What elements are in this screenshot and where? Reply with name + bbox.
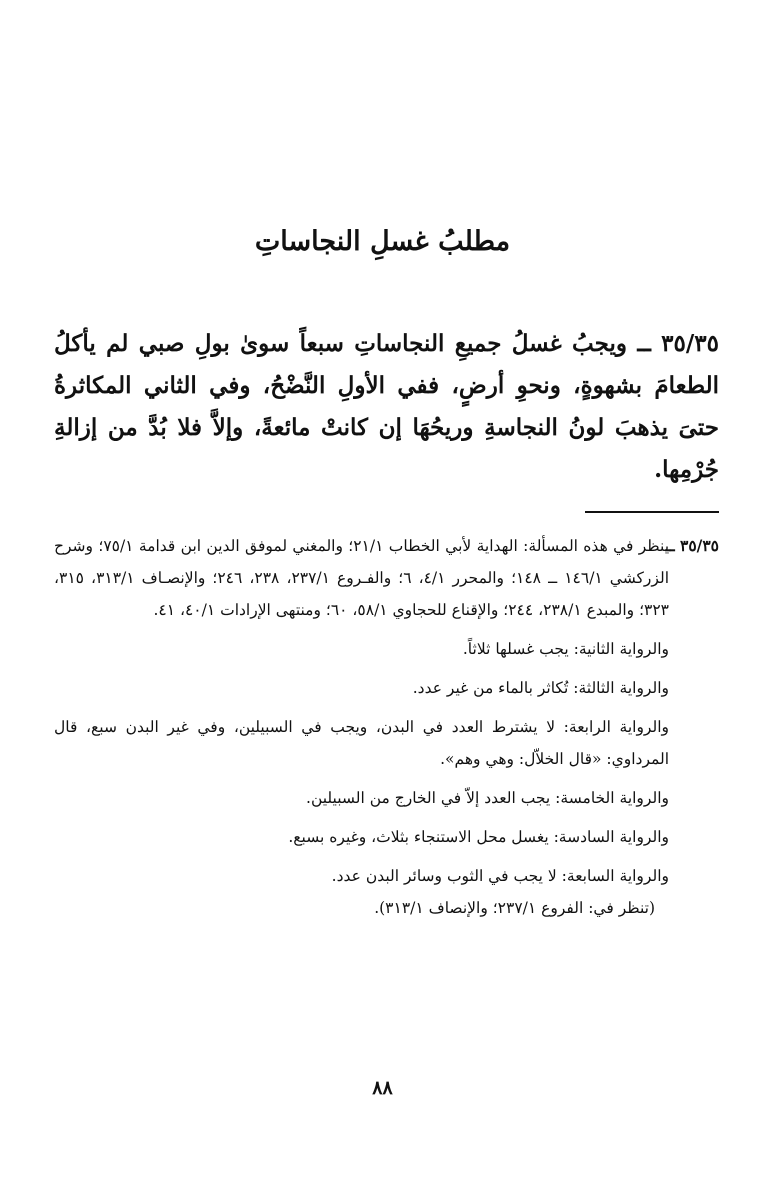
narration-4: والرواية الرابعة: لا يشترط العدد في البدن، ويجب في السبيلين، وفي غير البدن سبع، قال المرداوي: «قال الخلاّل: وهي وهم». [54, 718, 669, 768]
section-title: مطلبُ غسلِ النجاساتِ [254, 226, 511, 257]
narration-3: والرواية الثالثة: تُكاثر بالماء من غير عدد. [412, 679, 669, 697]
main-issue-text: ويجبُ غسلُ جميعِ النجاساتِ سبعاً سوىٰ بولِ صبي لم يأكلُ الطعامَ بشهوةٍ، ونحوِ أرضٍ، ففي الأولِ النَّضْحُ، وفي الثاني المكاثرةُ حتىَ يذهبَ لونُ النجاسةِ وريحُهَا إن كانتْ مائعةً، وإلاَّ فلا بُدَّ من إزالةِ جُرْمِها. [54, 330, 719, 483]
footnote-number: ٣٥/٣٥ ــ [665, 536, 719, 555]
page-number: ٨٨ [372, 1077, 393, 1099]
main-issue-number: ٣٥/٣٥ ــ [637, 330, 719, 357]
footnote-sources-text: ينظر في هذه المسألة: الهداية لأبي الخطاب ٢١/١؛ والمغني لموفق الدين ابن قدامة ٧٥/١؛ وشرح الزركشي ١٤٦/١ ــ ١٤٨؛ والمحرر ٤/١، ٦؛ والفـروع ٢٣٧/١، ٢٣٨، ٢٤٦؛ والإنصـاف ٣١٣/١، ٣١٥، ٣٢٣؛ والمبدع ٢٣٨/١، ٢٤٤؛ والإقناع للحجاوي ٥٨/١، ٦٠؛ ومنتهى الإرادات ٤٠/١، ٤١. [54, 537, 670, 619]
narration-2: والرواية الثانية: يجب غسلها ثلاثاً. [462, 640, 669, 658]
narration-6: والرواية السادسة: يغسل محل الاستنجاء بثلاث، وغيره بسبع. [288, 828, 669, 846]
narration-7: والرواية السابعة: لا يجب في الثوب وسائر البدن عدد. [331, 867, 669, 885]
footnote-reference: (تنظر في: الفروع ٢٣٧/١؛ والإنصاف ٣١٣/١). [374, 899, 655, 917]
footnotes [54, 530, 719, 924]
narration-5: والرواية الخامسة: يجب العدد إلاّ في الخارج من السبيلين. [306, 789, 669, 807]
footnote-separator [585, 511, 719, 513]
main-paragraph [54, 323, 719, 491]
footnote-sources [54, 530, 719, 626]
